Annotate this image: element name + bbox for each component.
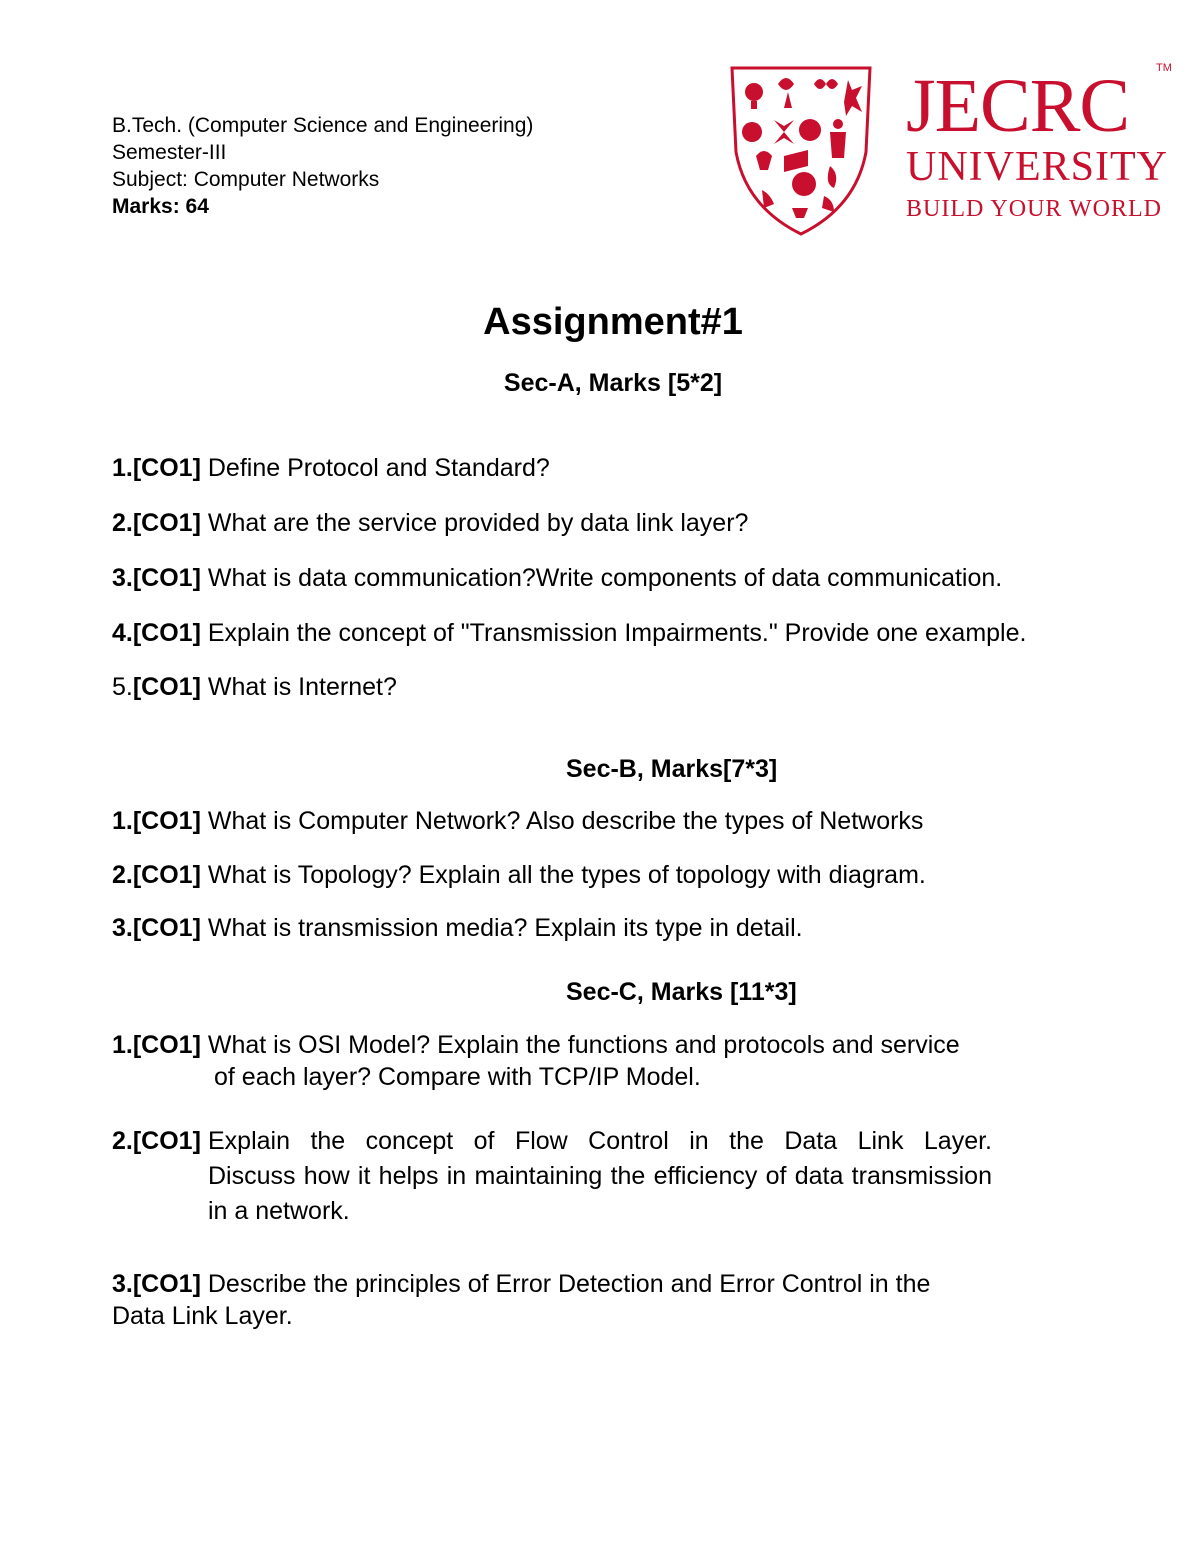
- question-b1: 1.[CO1] What is Computer Network? Also describe the types of Networks: [112, 807, 924, 835]
- question-a3: 3.[CO1] What is data communication?Write components of data communication.: [112, 564, 1003, 592]
- marks-line: Marks: 64: [112, 195, 209, 218]
- brand-name: JECRC: [906, 64, 1130, 148]
- question-c3: 3.[CO1] Describe the principles of Error Detection and Error Control in the: [112, 1270, 931, 1298]
- trademark-mark: TM: [1156, 62, 1172, 74]
- section-b-heading: Sec-B, Marks[7*3]: [566, 755, 778, 783]
- crest-shield-icon: [726, 62, 876, 237]
- course-info: [112, 112, 533, 220]
- program-line: B.Tech. (Computer Science and Engineering): [112, 114, 534, 137]
- question-b3: 3.[CO1] What is transmission media? Explain its type in detail.: [112, 914, 803, 942]
- page-title: Assignment#1: [483, 301, 743, 343]
- section-c-heading: Sec-C, Marks [11*3]: [566, 978, 797, 1006]
- brand-university: UNIVERSITY: [906, 144, 1168, 190]
- university-logo: [726, 62, 1176, 242]
- question-b2: 2.[CO1] What is Topology? Explain all the types of topology with diagram.: [112, 861, 926, 889]
- semester-line: Semester-III: [112, 141, 227, 164]
- subject-line: Subject: Computer Networks: [112, 168, 380, 191]
- question-a2: 2.[CO1] What are the service provided by data link layer?: [112, 509, 749, 537]
- section-a-heading: Sec-A, Marks [5*2]: [503, 369, 723, 397]
- question-a1: 1.[CO1] Define Protocol and Standard?: [112, 454, 550, 482]
- question-a4: 4.[CO1] Explain the concept of "Transmission Impairments." Provide one example.: [112, 619, 1027, 647]
- question-a5: 5.[CO1] What is Internet?: [112, 673, 397, 701]
- question-c3-continuation: Data Link Layer.: [112, 1302, 293, 1330]
- question-c1: 1.[CO1] What is OSI Model? Explain the functions and protocols and service: [112, 1031, 960, 1059]
- question-c1-continuation: of each layer? Compare with TCP/IP Model.: [214, 1063, 701, 1091]
- question-c2: 2.[CO1] Explain the concept of Flow Control in the Data Link Layer. Discuss how it helps in maintaining the efficiency of data transmission in a network.: [112, 1124, 992, 1229]
- brand-tagline: BUILD YOUR WORLD: [906, 196, 1162, 222]
- question-c2-continuation: Discuss how it helps in maintaining the efficiency of data transmission in a network.: [208, 1162, 992, 1225]
- question-c2-line1: Explain the concept of Flow Control in the Data Link Layer.: [208, 1127, 992, 1155]
